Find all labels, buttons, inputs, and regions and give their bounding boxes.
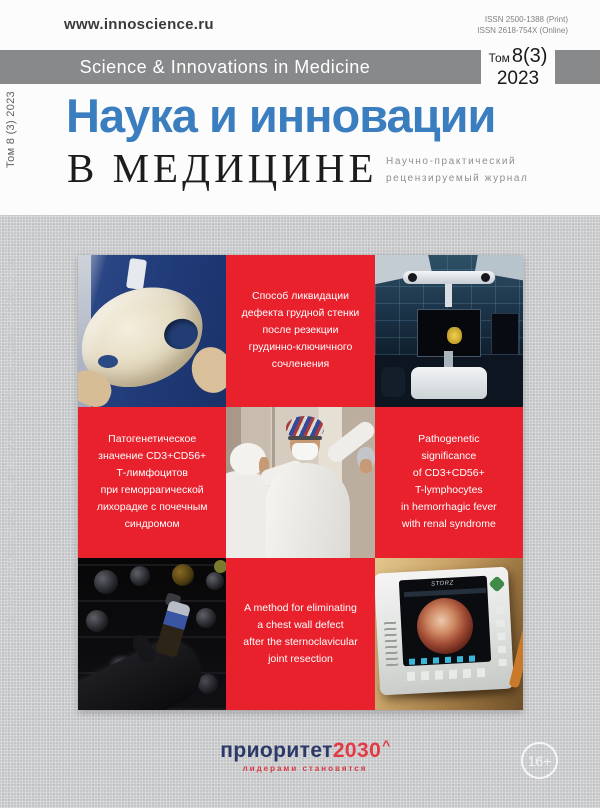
headlight-band-shape: [288, 436, 322, 440]
camera-lens-shape: [481, 273, 490, 282]
cover-image-grid: [78, 255, 523, 710]
issn-print: ISSN 2500-1388 (Print): [484, 15, 568, 24]
logo-tagline: лидерами становятся: [242, 764, 368, 773]
article-title-en-chest-wall: [226, 558, 374, 710]
spine-volume-text: Том 8 (3) 2023: [5, 91, 17, 168]
vent-slats-shape: [383, 620, 397, 667]
article-line: Способ ликвидации: [251, 290, 349, 303]
article-line: дефекта грудной стенки: [241, 307, 360, 320]
article-line: Pathogenetic: [418, 433, 480, 446]
banner-title-en: Science & Innovations in Medicine: [79, 57, 371, 77]
volume-line: [481, 45, 555, 69]
photo-surgeons-gowning: [226, 407, 374, 559]
bone-notch-shape: [98, 355, 118, 368]
subtitle-line1: Научно-практический: [386, 156, 517, 167]
article-line: of CD3+CD56+: [412, 467, 485, 480]
article-line: после резекции: [262, 324, 339, 337]
volume-year: 2023: [496, 68, 540, 89]
article-line: лихорадке с почечным: [96, 501, 208, 514]
cart-pole-shape: [444, 351, 453, 369]
photo-endoscopy-monitor: [375, 558, 523, 710]
article-line: A method for eliminating: [244, 602, 357, 615]
subtitle-line2: рецензируемый журнал: [386, 173, 529, 184]
article-line: with renal syndrome: [401, 518, 496, 531]
article-title-ru-chest-wall: [226, 255, 374, 407]
spine-journal-title: Наука и инновации в медицине /Science & Innovations in Medicine: [5, 259, 17, 628]
chair-shape: [381, 367, 405, 397]
issn-online: ISSN 2618-754X (Online): [477, 26, 568, 35]
photo-specimen-vials: [78, 558, 226, 710]
logo-word: приоритет: [220, 739, 333, 762]
article-line: синдромом: [124, 518, 180, 531]
article-line: joint resection: [268, 653, 333, 666]
issn-block: [477, 14, 568, 36]
article-line: сочленения: [271, 358, 330, 371]
camera-arm-shape: [445, 284, 452, 307]
monitor-brand-label: STORZ: [430, 580, 454, 588]
priority2030-wordmark: [220, 739, 389, 763]
article-line: Т-лимфоцитов: [116, 467, 188, 480]
vial-cap-shape: [214, 560, 226, 573]
website-url: www.innoscience.ru: [64, 16, 214, 33]
bystander-face-shape: [360, 459, 372, 473]
photo-pelvis-bone-model: [78, 255, 226, 407]
article-title-en-lymphocytes: [375, 407, 523, 559]
cart-shape: [411, 367, 487, 399]
volume-number: 8(3): [511, 45, 548, 67]
article-line: after the sternoclavicular: [243, 636, 358, 649]
logo-caret: ^: [382, 737, 391, 753]
article-line: грудинно-ключичного: [248, 341, 353, 354]
journal-subtitle: [386, 153, 529, 187]
article-line: при геморрагической: [100, 484, 204, 497]
surgeon-gown-shape: [266, 463, 350, 559]
article-line: значение CD3+CD56+: [98, 450, 207, 463]
journal-title-ru-line2: В МЕДИЦИНЕ: [67, 145, 378, 191]
screen-image-shape: [447, 327, 462, 344]
journal-title-ru: Наука и инновации: [66, 89, 496, 142]
age-rating-badge: 16+: [521, 742, 558, 779]
side-screen-shape: [491, 313, 519, 355]
article-line: Патогенетическое: [108, 433, 197, 446]
article-line: in hemorrhagic fever: [400, 501, 497, 514]
logo-year: 2030: [332, 739, 382, 762]
camera-lens-shape: [408, 273, 417, 282]
photo-operating-room-navigation: [375, 255, 523, 407]
article-line: a chest wall defect: [257, 619, 344, 632]
volume-prefix: Том: [488, 51, 510, 65]
article-title-ru-lymphocytes: [78, 407, 226, 559]
surgical-mask-shape: [292, 443, 318, 460]
article-line: T-lymphocytes: [414, 484, 483, 497]
clamp-shape: [126, 258, 147, 290]
article-line: significance: [421, 450, 477, 463]
priority2030-logo: [5, 739, 600, 773]
